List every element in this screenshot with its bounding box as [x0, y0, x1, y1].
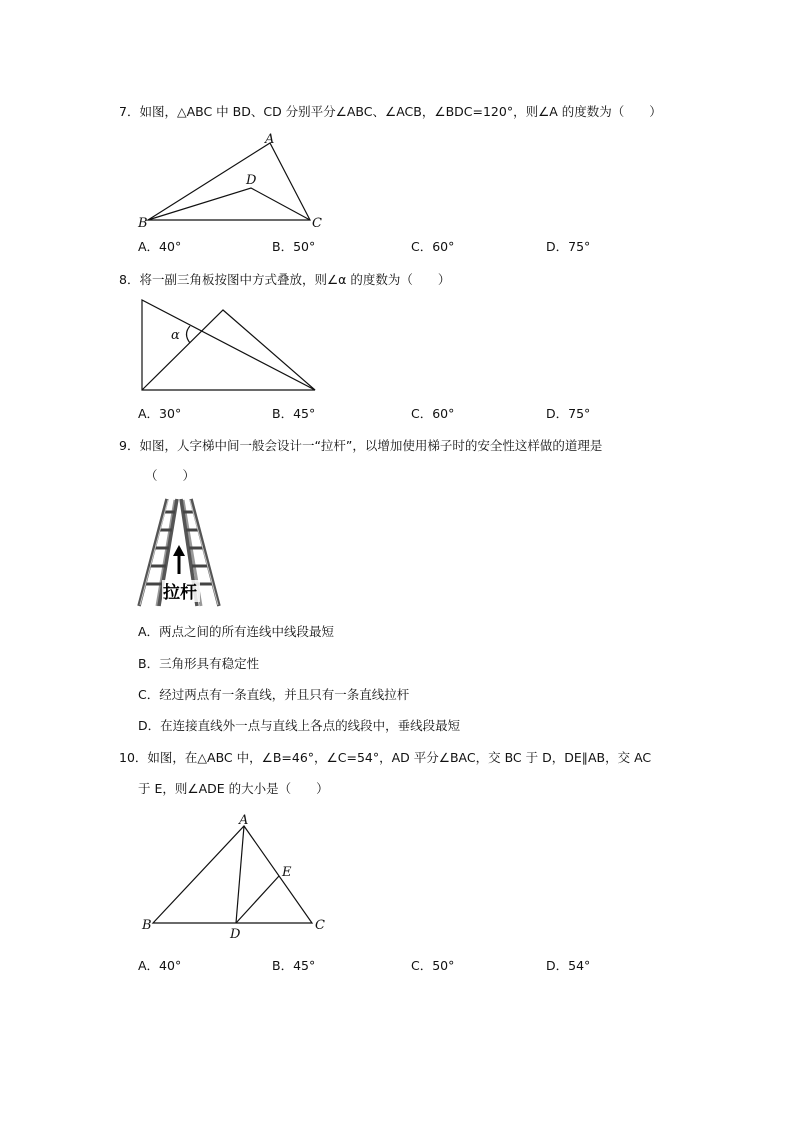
q10-option-c[interactable]: C．50°	[411, 958, 455, 973]
q8-angle-arc	[187, 326, 191, 343]
q7-option-d[interactable]: D．75°	[546, 239, 591, 254]
q9-option-d[interactable]: D．在连接直线外一点与直线上各点的线段中，垂线段最短	[138, 718, 461, 733]
q10-option-b[interactable]: B．45°	[272, 958, 316, 973]
q10-label-d: D	[230, 927, 241, 942]
q7-label-d: D	[246, 173, 257, 188]
q7-figure	[130, 132, 370, 232]
q10-label-e: E	[282, 865, 292, 880]
q10-figure	[140, 812, 340, 942]
q8-triangle-30-60	[142, 300, 315, 390]
q8-option-c[interactable]: C．60°	[411, 406, 455, 421]
q9-stem-line1: 如图，人字梯中间一般会设计一“拉杆”，以增加使用梯子时的安全性这样做的道理是	[139, 438, 603, 453]
q7-stem: 如图，△ABC 中 BD、CD 分别平分∠ABC、∠ACB，∠BDC=120°，则∠A 的度数为（ ）	[139, 104, 662, 119]
q9-number: 9．	[119, 438, 140, 453]
q8-option-a[interactable]: A．30°	[138, 406, 182, 421]
q8-alpha-label: α	[171, 328, 180, 343]
q7-label-b: B	[138, 216, 148, 231]
q10-label-a: A	[239, 813, 249, 828]
q8-option-b[interactable]: B．45°	[272, 406, 316, 421]
q9-option-a[interactable]: A．两点之间的所有连线中线段最短	[138, 624, 335, 639]
q8-triangle-45	[142, 310, 315, 390]
q8-text	[119, 271, 450, 289]
q10-option-d[interactable]: D．54°	[546, 958, 591, 973]
q10-label-c: C	[315, 918, 325, 933]
q7-option-b[interactable]: B．50°	[272, 239, 316, 254]
q8-figure	[135, 296, 325, 396]
q10-segment-de	[236, 876, 279, 923]
q10-text	[119, 749, 651, 767]
q10-segment-ad	[236, 826, 244, 923]
q8-number: 8．	[119, 272, 140, 287]
q9-text	[119, 437, 602, 455]
q7-number: 7．	[119, 104, 140, 119]
q10-option-a[interactable]: A．40°	[138, 958, 182, 973]
q9-pull-rod-label: 拉杆	[163, 583, 197, 603]
q7-label-c: C	[312, 216, 322, 231]
q10-stem-line1: 如图，在△ABC 中，∠B=46°，∠C=54°，AD 平分∠BAC，交 BC 于 D，DE∥AB，交 AC	[147, 750, 652, 765]
q10-number: 10．	[119, 750, 148, 765]
q7-triangle-abc	[148, 143, 310, 220]
q9-ladder-image	[135, 494, 225, 609]
q8-option-d[interactable]: D．75°	[546, 406, 591, 421]
q9-option-b[interactable]: B．三角形具有稳定性	[138, 656, 260, 671]
q9-option-c[interactable]: C．经过两点有一条直线，并且只有一条直线拉杆	[138, 687, 410, 702]
q7-text	[119, 103, 662, 121]
q7-option-c[interactable]: C．60°	[411, 239, 455, 254]
q9-stem-line2: （ ）	[145, 468, 196, 483]
q7-option-a[interactable]: A．40°	[138, 239, 182, 254]
q10-stem-line2: 于 E，则∠ADE 的大小是（ ）	[138, 781, 329, 796]
q10-label-b: B	[142, 918, 152, 933]
q8-stem: 将一副三角板按图中方式叠放，则∠α 的度数为（ ）	[139, 272, 451, 287]
q7-label-a: A	[265, 132, 275, 147]
